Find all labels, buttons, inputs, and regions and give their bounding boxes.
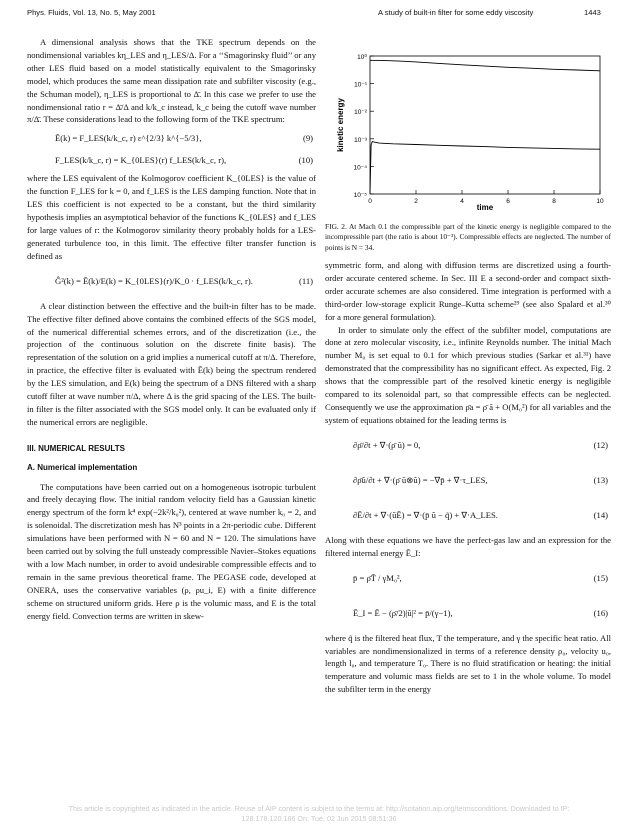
equation-body: Ē_I = Ē − (ρ̄/2)|ũ|² = p̄/(γ−1), [353, 607, 453, 618]
figure-caption: FIG. 2. At Mach 0.1 the compressible part of the kinetic energy is negligible compared to the incompressible part (the ratio is about 10⁻³). Compressible effects are neglected. The number of points is N = 34. [325, 222, 611, 252]
x-tick-label: 6 [506, 198, 510, 205]
equation-number: (15) [593, 572, 608, 583]
page-number: 1443 [584, 8, 601, 17]
paragraph: Along with these equations we have the perfect-gas law and an expression for the filtered internal energy Ē_I: [325, 534, 611, 558]
paragraph: The computations have been carried out on a homogeneous isotropic turbulent and freely decaying flow. The initial random velocity field has a Gaussian kinetic energy spectrum of the form k⁴ exp(−2k²/k₀²), centered at wave number k₀ = 2, and is solenoidal. The discretization mesh has N³ points in a 2π-periodic cube. Different simulations have been performed with N = 60 and N = 120. The simulations have been carried out by solving the full unsteady compressible Navier–Stokes equations with a low Mach number, in order to avoid undesirable compressible effects and to remain in the same previous theoretical frame. The PEGASE code, developed at ONERA, uses the conservative variables (ρ, ρu_i, E) with a finite difference scheme on structured uniform grids. Here ρ is the volumic mass, and E is the total energy field. Convection terms are written in skew- [27, 481, 316, 621]
running-title: A study of built-in filter for some eddy viscosity [378, 8, 534, 17]
right-column [325, 259, 611, 696]
y-axis-label: kinetic energy [336, 98, 345, 152]
y-tick-label: 10⁰ [357, 54, 367, 61]
equation-number: (14) [593, 509, 608, 520]
kinetic-energy-chart [332, 50, 618, 212]
equation-14 [325, 499, 611, 532]
equation-12 [325, 429, 611, 462]
series-line-1 [370, 60, 600, 71]
x-tick-label: 2 [414, 198, 418, 205]
equation-body: p̄ = ρ̄T̃ / γM₀², [353, 572, 402, 583]
equation-16 [325, 597, 611, 630]
paragraph: A clear distinction between the effective and the built-in filter has to be made. The effective filter defined above contains the combined effects of the SGS model, of the numerical differential schemes errors, and of the discretization (i.e., the projection of the continuous solution on the discrete finite basis). The representation of the solution on a grid implies a numerical cutoff at π/Δ. Therefore, in practice, the effective filter is evaluated with Ē(k) being the spectrum rendered by the LES simulation, and E(k) being the spectrum of a DNS filtered with a sharp cutoff filter at wave number π/Δ, where Δ is the grid spacing of the LES. The built-in filter is the filter associated with the SGS model only. It can be evaluated only if the numerical errors are negligible. [27, 300, 316, 427]
y-tick-label: 10⁻⁵ [353, 192, 367, 199]
equation-15 [325, 562, 611, 595]
x-axis-label: time [476, 203, 494, 212]
equation-number: (13) [593, 474, 608, 485]
equation-number: (11) [299, 275, 313, 286]
equation-number: (16) [593, 607, 608, 618]
equation-body: ∂ρ̄ũ/∂t + ∇·(ρ̄ ũ⊗ũ) = −∇p̄ + ∇·τ_LES, [353, 474, 488, 485]
plot-frame [370, 56, 600, 194]
subsection-heading: A. Numerical implementation [27, 462, 138, 472]
left-column [27, 36, 316, 623]
footer-line: 128.178.120.186 On: Tue, 02 Jun 2015 08:51:36 [241, 814, 397, 823]
y-tick-label: 10⁻¹ [354, 81, 367, 89]
x-tick-label: 0 [368, 198, 372, 205]
copyright-footer [0, 804, 638, 824]
y-tick-label: 10⁻³ [354, 136, 367, 144]
equation-number: (10) [298, 155, 313, 166]
journal-citation: Phys. Fluids, Vol. 13, No. 5, May 2001 [27, 8, 156, 17]
y-tick-label: 10⁻² [354, 109, 367, 117]
equation-body: Ĝ²(k) = Ē(k)/E(k) = K_{0LES}(r)/K_0 · f_LES(k/k_c, r). [55, 275, 253, 286]
paragraph: symmetric form, and along with diffusion terms are discretized using a fourth-order accurate centered scheme. In Sec. III E a second-order and compact sixth-order accurate schemes are also considered. Time integration is performed with a third-order low-storage explicit Runge–Kutta scheme²⁹ (see also Spalard et al.³⁰ for a more general formulation). [325, 260, 611, 322]
paragraph: In order to simulate only the effect of the subfilter model, computations are done at zero molecular viscosity, i.e., infinite Reynolds number. The initial Mach number M₀ is set equal to 0.1 for which previous studies (Sarkar et al.³¹) have demonstrated that the compressibility has no significant effect. As expected, Fig. 2 shows that the compressible part of the resolved kinetic energy is negligible compared to its solenoidal part, so that compressible effects can be neglected. Consequently we use the approximation ρ̄a = ρ̄ ā + O(M₀²) for all variables and the system of equations obtained for the leading terms is [325, 324, 611, 425]
x-tick-label: 10 [596, 198, 604, 205]
equation-body: ∂Ē/∂t + ∇·(ũĒ) = ∇·(p̄ ũ − q̃) + ∇·A_LES. [353, 509, 498, 520]
equation-number: (12) [593, 439, 608, 450]
series-line-2 [370, 142, 600, 195]
equation-body: F_LES(k/k_c, r) = K_{0LES}(r) f_LES(k/k_c, r), [55, 155, 227, 166]
equation-13 [325, 464, 611, 497]
paragraph: A dimensional analysis shows that the TKE spectrum depends on the nondimensional variables kη_LES and η_LES/Δ. For a ‘‘Smagorinsky fluid’’ or any other LES fluid based on a model statistically equivalent to the Smagorinsky model, which produces the same mean dissipation rate and subfilter viscosity (e.g., the Schuman model), η_LES is proportional to Δ̄. In this case we prefer to use the nondimensional ratio r = Δ̄/Δ and k/k_c instead, k_c being the cutoff wave number π/Δ̄. These considerations lead to the following form of the TKE spectrum: [27, 37, 316, 125]
footer-line: This article is copyrighted as indicated in the article. Reuse of AIP content is subject to the terms at: http://scitation.aip.org/termsconditions. Downloaded to IP: [68, 804, 570, 813]
equation-number: (9) [302, 133, 313, 144]
equation-9 [27, 128, 316, 148]
x-tick-label: 4 [460, 198, 464, 205]
equation-body: ∂ρ̄/∂t + ∇·(ρ̄ ũ) = 0, [353, 439, 421, 450]
paragraph: where the LES equivalent of the Kolmogorov coefficient K_{0LES} is the value of the function F_LES for k = 0, and f_LES is the LES damping function. Note that in LES this coefficient is not expected to be a constant, but the third similarity hypothesis implies an asymptotical behavior of the functions K_{0LES} and f_LES for large values of r: the Kolmogorov similarity theory probably holds for a LES-generated turbulence too, in this limit. The effective filter transfer function is defined as [27, 173, 316, 261]
equation-10 [27, 150, 316, 170]
x-tick-label: 8 [552, 198, 556, 205]
y-tick-label: 10⁻⁴ [353, 164, 367, 172]
section-heading: III. NUMERICAL RESULTS [27, 443, 125, 453]
paragraph: where q̃ is the filtered heat flux, T the temperature, and γ the specific heat ratio. All variables are nondimensionalized in terms of a reference density ρ₀, velocity u₀, length l₀, and temperature T₀. There is no fluid stratification or heating: the initial temperature and volumic mass fields are set to 1 in the whole volume. To model the subfilter term in the energy [325, 632, 611, 695]
page-header [0, 8, 638, 22]
equation-11 [27, 265, 316, 298]
equation-body: Ē(k) = F_LES(k/k_c, r) ε^{2/3} k^{−5/3}, [55, 133, 202, 144]
figure-2 [332, 50, 618, 212]
